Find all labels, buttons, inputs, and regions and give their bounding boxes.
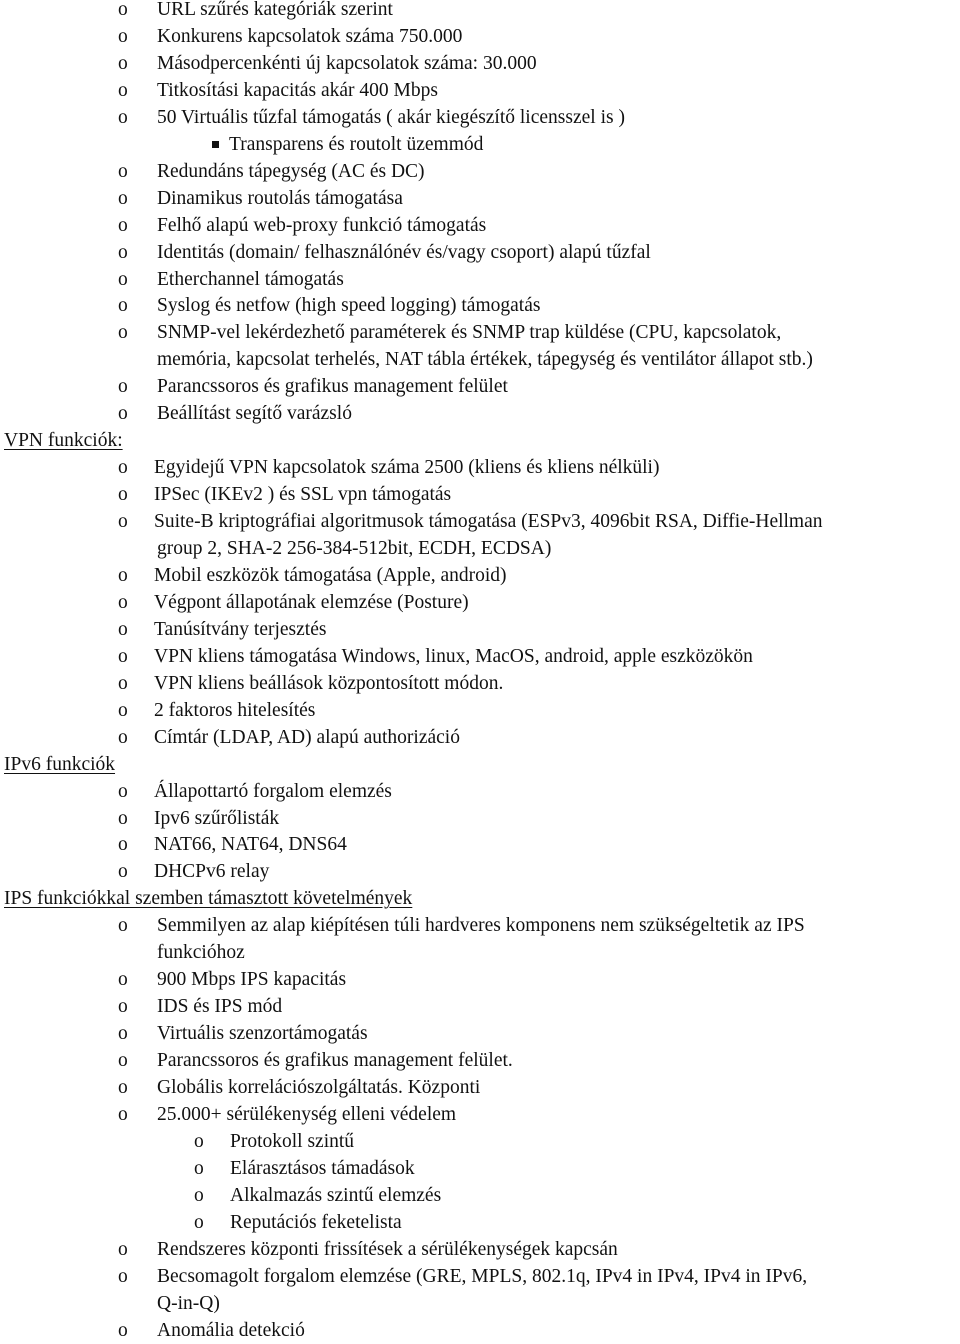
list-item-continuation xyxy=(0,1290,960,1317)
circle-bullet-icon: o xyxy=(118,780,128,802)
item-text: Protokoll szintű xyxy=(230,1130,355,1152)
list-item xyxy=(0,454,960,481)
item-text: 25.000+ sérülékenység elleni védelem xyxy=(157,1103,457,1125)
section-heading xyxy=(0,751,960,778)
list-item xyxy=(0,1263,960,1290)
item-text: Beállítást segítő varázsló xyxy=(157,403,352,425)
item-text: Anomália detekció xyxy=(157,1319,305,1341)
sub-list-item xyxy=(0,1209,960,1236)
item-text: 50 Virtuális tűzfal támogatás ( akár kiegészítő licensszel is ) xyxy=(157,106,625,128)
circle-bullet-icon: o xyxy=(118,79,128,101)
list-item xyxy=(0,1074,960,1101)
circle-bullet-icon: o xyxy=(118,726,128,748)
circle-bullet-icon: o xyxy=(118,25,128,47)
circle-bullet-icon: o xyxy=(118,160,128,182)
item-text: Végpont állapotának elemzése (Posture) xyxy=(154,591,469,613)
list-item xyxy=(0,1317,960,1344)
item-text: Állapottartó forgalom elemzés xyxy=(154,780,392,802)
item-text: VPN kliens támogatása Windows, linux, MacOS, android, apple eszközökön xyxy=(154,645,753,667)
item-text: Parancssoros és grafikus management felület xyxy=(157,376,508,398)
sub-list-item xyxy=(0,1155,960,1182)
item-text: funkcióhoz xyxy=(157,942,245,964)
list-item xyxy=(0,670,960,697)
list-item xyxy=(0,0,960,23)
item-text: URL szűrés kategóriák szerint xyxy=(157,0,393,20)
circle-bullet-icon: o xyxy=(118,1319,128,1341)
item-text: Etherchannel támogatás xyxy=(157,268,344,290)
item-text: Suite-B kriptográfiai algoritmusok támogatása (ESPv3, 4096bit RSA, Diffie-Hellman xyxy=(154,511,823,533)
list-item xyxy=(0,400,960,427)
list-item xyxy=(0,23,960,50)
list-item xyxy=(0,1047,960,1074)
item-text: 900 Mbps IPS kapacitás xyxy=(157,969,347,991)
list-item xyxy=(0,858,960,885)
circle-bullet-icon: o xyxy=(194,1211,204,1233)
list-item xyxy=(0,589,960,616)
item-text: 2 faktoros hitelesítés xyxy=(154,699,316,721)
item-text: Dinamikus routolás támogatása xyxy=(157,187,403,209)
circle-bullet-icon: o xyxy=(118,457,128,479)
section-heading xyxy=(0,427,960,454)
list-item xyxy=(0,104,960,131)
list-item xyxy=(0,831,960,858)
list-item-continuation xyxy=(0,346,960,373)
circle-bullet-icon: o xyxy=(118,214,128,236)
list-item xyxy=(0,643,960,670)
circle-bullet-icon: o xyxy=(118,1050,128,1072)
item-text: Virtuális szenzortámogatás xyxy=(157,1023,368,1045)
list-item xyxy=(0,319,960,346)
circle-bullet-icon: o xyxy=(118,564,128,586)
sub-list-item xyxy=(0,1128,960,1155)
item-text: Globális korrelációszolgáltatás. Központi xyxy=(157,1077,481,1098)
circle-bullet-icon: o xyxy=(118,618,128,640)
list-item xyxy=(0,724,960,751)
circle-bullet-icon: o xyxy=(118,322,128,344)
circle-bullet-icon: o xyxy=(118,1103,128,1125)
item-text: NAT66, NAT64, DNS64 xyxy=(154,834,347,856)
item-text: Parancssoros és grafikus management felület. xyxy=(157,1050,513,1072)
section-heading xyxy=(0,885,960,912)
list-item xyxy=(0,481,960,508)
list-item xyxy=(0,1101,960,1128)
heading-text: VPN funkciók: xyxy=(4,430,123,452)
circle-bullet-icon: o xyxy=(118,1077,128,1098)
circle-bullet-icon: o xyxy=(118,969,128,991)
circle-bullet-icon: o xyxy=(118,645,128,667)
circle-bullet-icon: o xyxy=(194,1184,204,1206)
circle-bullet-icon: o xyxy=(118,915,128,937)
item-text: Titkosítási kapacitás akár 400 Mbps xyxy=(157,79,438,101)
item-text: SNMP-vel lekérdezhető paraméterek és SNMP trap küldése (CPU, kapcsolatok, xyxy=(157,322,782,344)
list-item xyxy=(0,508,960,535)
sub-list-item xyxy=(0,131,960,158)
item-text: Becsomagolt forgalom elemzése (GRE, MPLS, 802.1q, IPv4 in IPv4, IPv4 in IPv6, xyxy=(157,1265,808,1287)
list-item xyxy=(0,77,960,104)
circle-bullet-icon: o xyxy=(118,861,128,883)
item-text: Syslog és netfow (high speed logging) támogatás xyxy=(157,295,541,317)
item-text: Egyidejű VPN kapcsolatok száma 2500 (kliens és kliens nélküli) xyxy=(154,457,660,479)
item-text: Reputációs feketelista xyxy=(230,1211,402,1233)
list-item xyxy=(0,1020,960,1047)
list-item xyxy=(0,562,960,589)
square-bullet-icon xyxy=(212,141,219,148)
circle-bullet-icon: o xyxy=(118,52,128,74)
list-item xyxy=(0,778,960,805)
item-text: Konkurens kapcsolatok száma 750.000 xyxy=(157,25,463,47)
list-item xyxy=(0,966,960,993)
item-text: IPSec (IKEv2 ) és SSL vpn támogatás xyxy=(154,484,452,506)
list-item xyxy=(0,616,960,643)
item-text: memória, kapcsolat terhelés, NAT tábla értékek, tápegység és ventilátor állapot stb.) xyxy=(157,349,813,371)
circle-bullet-icon: o xyxy=(194,1130,204,1152)
item-text: Címtár (LDAP, AD) alapú authorizáció xyxy=(154,726,460,748)
list-item-continuation xyxy=(0,939,960,966)
circle-bullet-icon: o xyxy=(118,1265,128,1287)
list-item xyxy=(0,1236,960,1263)
list-item xyxy=(0,697,960,724)
circle-bullet-icon: o xyxy=(118,295,128,317)
circle-bullet-icon: o xyxy=(118,996,128,1018)
circle-bullet-icon: o xyxy=(118,403,128,425)
heading-text: IPS funkciókkal szemben támasztott követelmények xyxy=(4,888,413,910)
item-text: Identitás (domain/ felhasználónév és/vagy csoport) alapú tűzfal xyxy=(157,241,651,263)
circle-bullet-icon: o xyxy=(118,241,128,263)
item-text: Ipv6 szűrőlisták xyxy=(154,807,280,829)
list-item xyxy=(0,266,960,293)
item-text: Másodpercenkénti új kapcsolatok száma: 30.000 xyxy=(157,52,537,74)
list-item xyxy=(0,373,960,400)
circle-bullet-icon: o xyxy=(118,376,128,398)
circle-bullet-icon: o xyxy=(194,1157,204,1179)
circle-bullet-icon: o xyxy=(118,699,128,721)
item-text: Redundáns tápegység (AC és DC) xyxy=(157,160,425,182)
list-item xyxy=(0,805,960,832)
heading-text: IPv6 funkciók xyxy=(4,753,116,775)
circle-bullet-icon: o xyxy=(118,106,128,128)
circle-bullet-icon: o xyxy=(118,672,128,694)
circle-bullet-icon: o xyxy=(118,0,128,20)
list-item xyxy=(0,993,960,1020)
circle-bullet-icon: o xyxy=(118,484,128,506)
item-text: Semmilyen az alap kiépítésen túli hardveres komponens nem szükségeltetik az IPS xyxy=(157,915,805,937)
item-text: VPN kliens beállások központosított módon. xyxy=(154,672,504,694)
item-text: Q-in-Q) xyxy=(157,1292,220,1314)
item-text: Mobil eszközök támogatása (Apple, android) xyxy=(154,564,507,586)
circle-bullet-icon: o xyxy=(118,1023,128,1045)
item-text: Transparens és routolt üzemmód xyxy=(229,133,484,155)
item-text: DHCPv6 relay xyxy=(154,861,270,883)
list-item xyxy=(0,185,960,212)
item-text: Elárasztásos támadások xyxy=(230,1157,415,1179)
item-text: Alkalmazás szintű elemzés xyxy=(230,1184,442,1206)
list-item xyxy=(0,158,960,185)
circle-bullet-icon: o xyxy=(118,187,128,209)
item-text: Tanúsítvány terjesztés xyxy=(154,618,327,640)
list-item xyxy=(0,292,960,319)
circle-bullet-icon: o xyxy=(118,807,128,829)
circle-bullet-icon: o xyxy=(118,511,128,533)
item-text: group 2, SHA-2 256-384-512bit, ECDH, ECDSA) xyxy=(157,538,552,559)
item-text: Rendszeres központi frissítések a sérülékenységek kapcsán xyxy=(157,1238,618,1260)
list-item xyxy=(0,212,960,239)
item-text: IDS és IPS mód xyxy=(157,996,283,1018)
list-item xyxy=(0,912,960,939)
circle-bullet-icon: o xyxy=(118,268,128,290)
list-item-continuation xyxy=(0,535,960,562)
item-text: Felhő alapú web-proxy funkció támogatás xyxy=(157,214,487,236)
circle-bullet-icon: o xyxy=(118,1238,128,1260)
list-item xyxy=(0,239,960,266)
list-item xyxy=(0,50,960,77)
sub-list-item xyxy=(0,1182,960,1209)
circle-bullet-icon: o xyxy=(118,591,128,613)
circle-bullet-icon: o xyxy=(118,834,128,856)
